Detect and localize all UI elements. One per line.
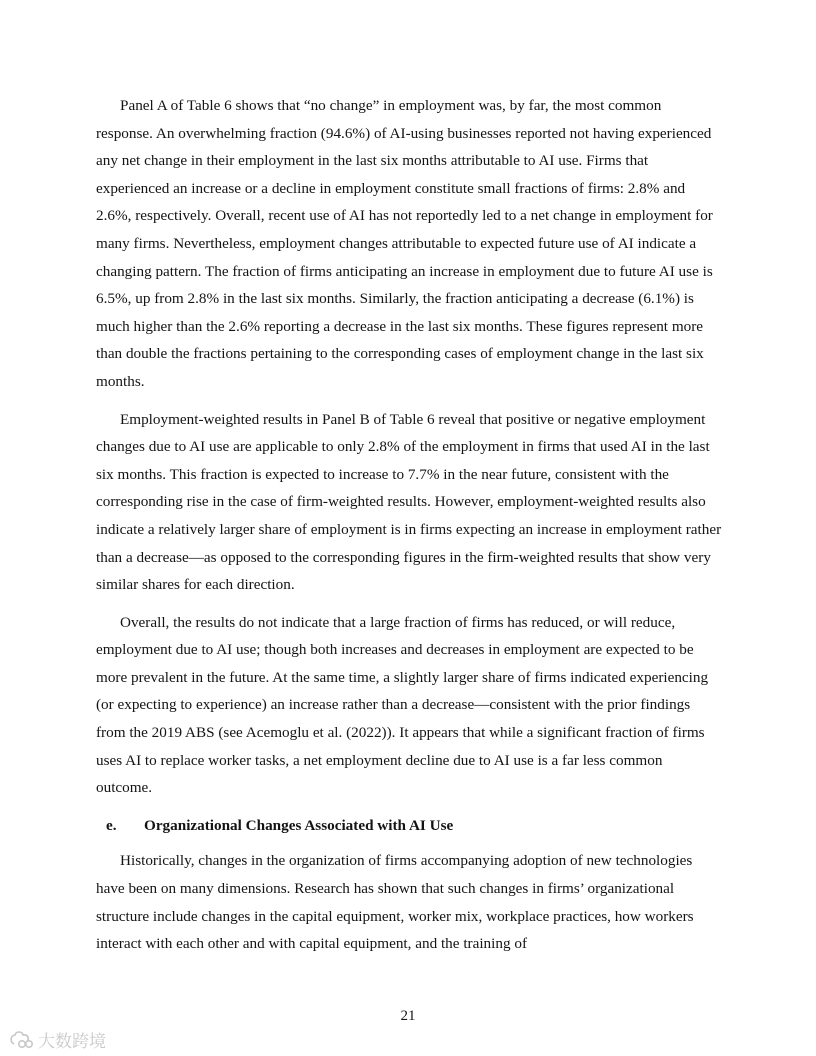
document-body xyxy=(96,92,722,968)
paragraph-panel-a: Panel A of Table 6 shows that “no change” in employment was, by far, the most common response. An overwhelming fraction (94.6%) of AI-using businesses reported not having experienced any net change in their employment in the last six months attributable to AI use. Firms that experienced an increase or a decline in employment constitute small fractions of firms: 2.8% and 2.6%, respectively. Overall, recent use of AI has not reportedly led to a net change in employment for many firms. Nevertheless, employment changes attributable to expected future use of AI indicate a changing pattern. The fraction of firms anticipating an increase in employment due to future AI use is 6.5%, up from 2.8% in the last six months. Similarly, the fraction anticipating a decrease (6.1%) is much higher than the 2.6% reporting a decrease in the last six months. These figures represent more than double the fractions pertaining to the corresponding cases of employment change in the last six months. xyxy=(96,97,713,390)
paragraph-overall: Overall, the results do not indicate that a large fraction of firms has reduced, or will reduce, employment due to AI use; though both increases and decreases in employment are expected to be more prevalent in the future. At the same time, a slightly larger share of firms indicated experiencing (or expecting to experience) an increase rather than a decrease—consistent with the prior findings from the 2019 ABS (see Acemoglu et al. (2022)). It appears that while a significant fraction of firms uses AI to replace worker tasks, a net employment decline due to AI use is a far less common outcome. xyxy=(96,613,709,797)
paragraph-panel-b: Employment-weighted results in Panel B of Table 6 reveal that positive or negative employment changes due to AI use are applicable to only 2.8% of the employment in firms that used AI in the last six months. This fraction is expected to increase to 7.7% in the near future, consistent with the corresponding rise in the case of firm-weighted results. However, employment-weighted results also indicate a relatively larger share of employment is in firms expecting an increase in employment rather than a decrease—as opposed to the corresponding figures in the firm-weighted results that show very similar shares for each direction. xyxy=(96,410,722,594)
paragraph-historically: Historically, changes in the organization of firms accompanying adoption of new technologies have been on many dimensions. Research has shown that such changes in firms’ organizational structure include changes in the capital equipment, worker mix, workplace practices, how workers interact with each other and with capital equipment, and the training of xyxy=(96,852,694,953)
watermark-text: 大数跨境 xyxy=(38,1032,106,1052)
section-title: Organizational Changes Associated with AI Use xyxy=(144,816,454,834)
section-letter: e. xyxy=(106,816,117,834)
watermark-logo-icon xyxy=(8,1030,34,1050)
watermark xyxy=(8,1027,106,1052)
section-heading xyxy=(96,812,722,840)
page-number: 21 xyxy=(400,1008,416,1024)
